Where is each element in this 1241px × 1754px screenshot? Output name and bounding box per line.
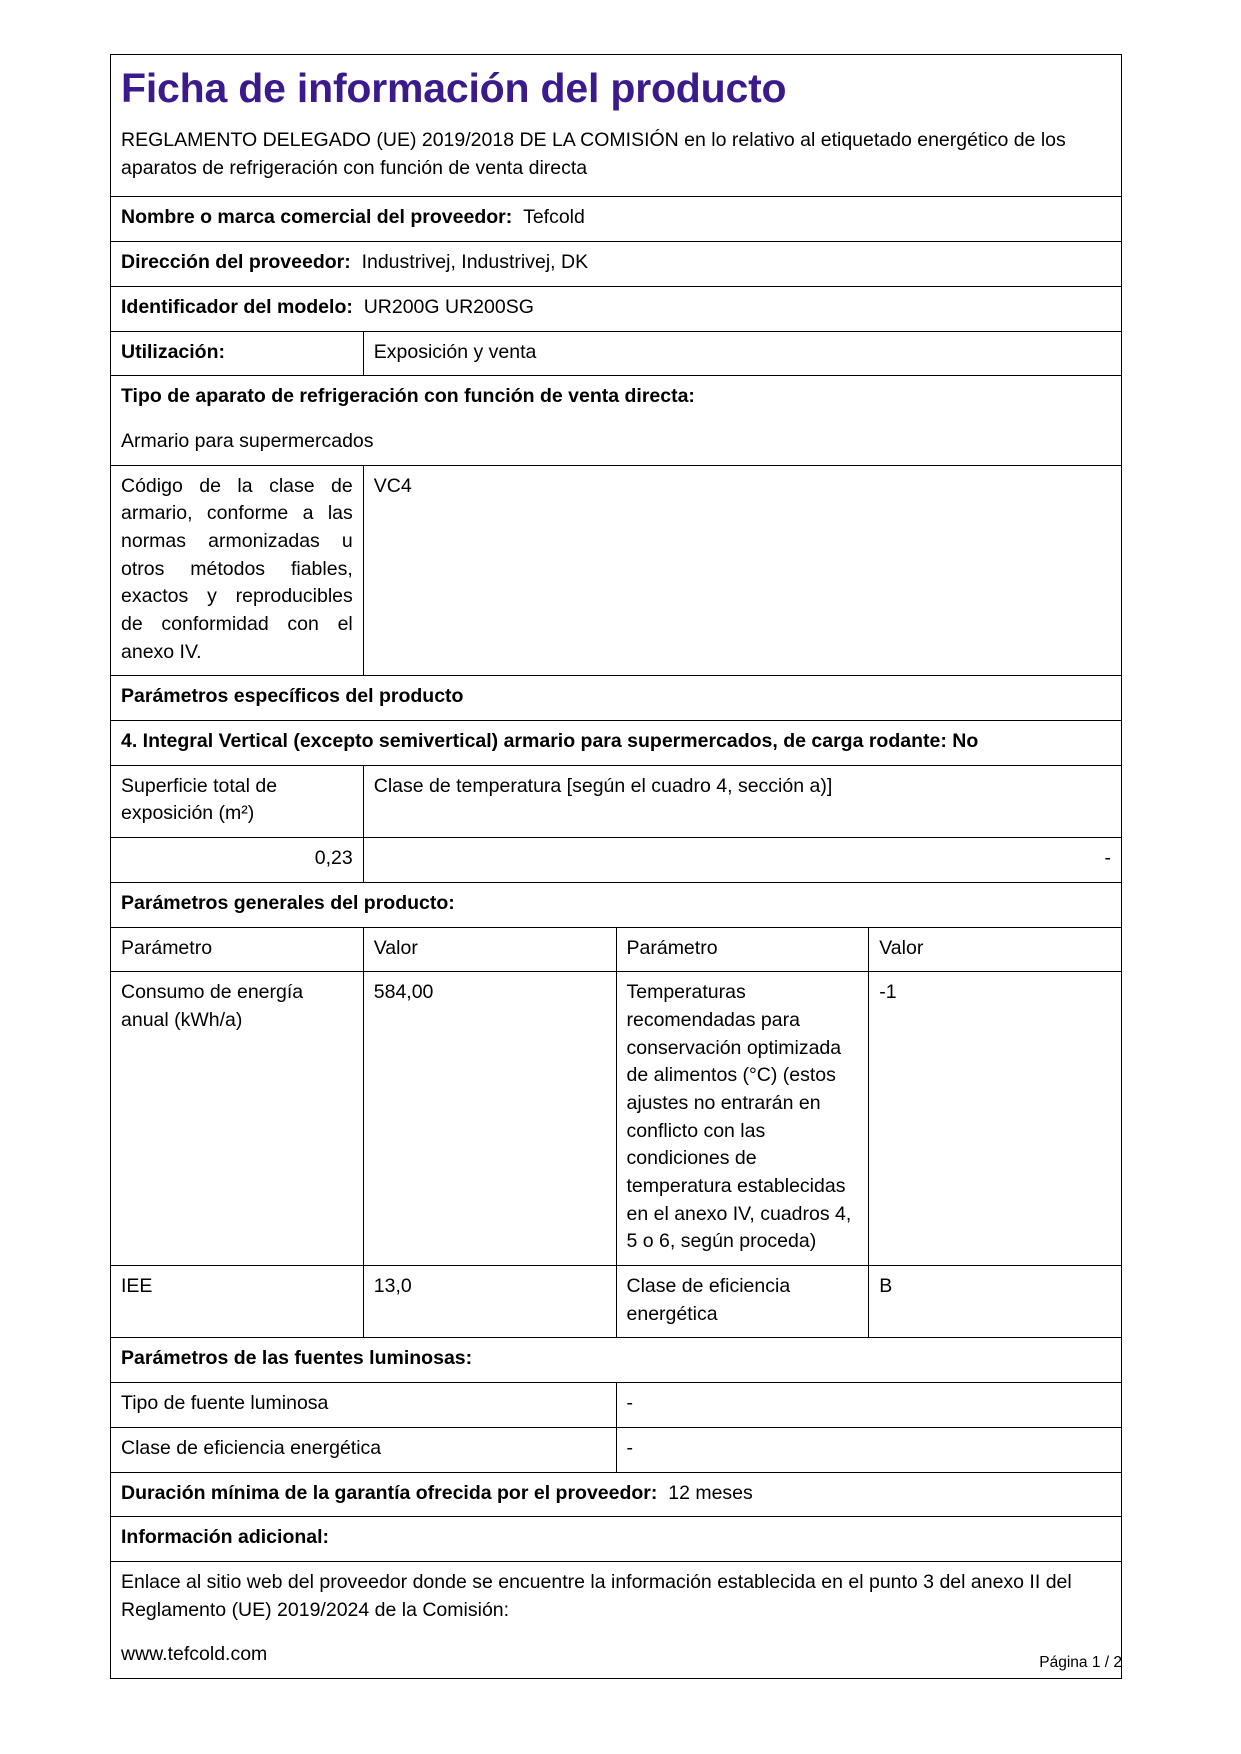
display-area-value-cell bbox=[111, 838, 364, 883]
specific-params-heading-cell bbox=[111, 676, 1122, 721]
supplier-address-value: Industrivej, Industrivej, DK bbox=[361, 251, 589, 274]
supplier-name-label: Nombre o marca comercial del proveedor: bbox=[121, 206, 513, 229]
display-area-value: 0,23 bbox=[314, 847, 353, 870]
usage-label: Utilización: bbox=[121, 340, 226, 363]
column-header-value-2-label: Valor bbox=[879, 936, 924, 959]
param-right-label: Temperaturas recomendadas para conservación optimizada de alimentos (°C) (estos ajustes no entrarán en conflicto con las condiciones de temperatura establecidas en el anexo IV, cuadros 4, 5 o 6, según proceda) bbox=[626, 981, 852, 1253]
temp-class-value: - bbox=[1104, 847, 1111, 870]
param-left-label: IEE bbox=[121, 1275, 153, 1298]
param-left-cell bbox=[111, 972, 364, 1266]
light-params-heading: Parámetros de las fuentes luminosas: bbox=[121, 1347, 473, 1370]
cabinet-class-value: VC4 bbox=[373, 474, 412, 497]
title-cell bbox=[111, 55, 1122, 197]
light-source-type-row bbox=[111, 1383, 1122, 1428]
page-number: Página 1 / 2 bbox=[1039, 1654, 1122, 1671]
column-header-value-1-label: Valor bbox=[373, 936, 418, 959]
table-row bbox=[111, 972, 1122, 1266]
temp-class-value-cell bbox=[363, 838, 1121, 883]
column-header-value-1 bbox=[363, 927, 616, 972]
warranty-value: 12 meses bbox=[668, 1481, 753, 1504]
temp-class-label-cell bbox=[363, 765, 1121, 837]
product-fiche-table bbox=[110, 54, 1122, 1679]
light-source-type-value: - bbox=[626, 1392, 633, 1415]
light-energy-class-label: Clase de eficiencia energética bbox=[121, 1436, 382, 1459]
light-source-type-label-cell bbox=[111, 1383, 617, 1428]
model-identifier-label: Identificador del modelo: bbox=[121, 295, 353, 318]
value-left-value: 584,00 bbox=[373, 981, 434, 1004]
usage-value: Exposición y venta bbox=[373, 340, 537, 363]
column-header-param-1 bbox=[111, 927, 364, 972]
general-params-column-header-row bbox=[111, 927, 1122, 972]
display-area-value-row bbox=[111, 838, 1122, 883]
display-area-label-cell bbox=[111, 765, 364, 837]
model-identifier-cell bbox=[111, 286, 1122, 331]
warranty-cell bbox=[111, 1472, 1122, 1517]
light-energy-class-label-cell bbox=[111, 1427, 617, 1472]
regulation-subtitle: REGLAMENTO DELEGADO (UE) 2019/2018 DE LA COMISIÓN en lo relativo al etiquetado energético de los aparatos de refrigeración con función de venta directa bbox=[121, 128, 1066, 180]
appliance-type-cell bbox=[111, 376, 1122, 465]
column-header-param-2 bbox=[616, 927, 869, 972]
display-area-header-row bbox=[111, 765, 1122, 837]
value-right-cell bbox=[869, 972, 1122, 1266]
document-sheet bbox=[110, 54, 1122, 1679]
supplier-name-value: Tefcold bbox=[523, 206, 585, 229]
additional-info-text: Enlace al sitio web del proveedor donde se encuentre la información establecida en el punto 3 del anexo II del Reglamento (UE) 2019/2024 de la Comisión: bbox=[121, 1570, 1072, 1621]
additional-info-heading-row bbox=[111, 1517, 1122, 1562]
supplier-address-row bbox=[111, 242, 1122, 287]
usage-label-cell bbox=[111, 331, 364, 376]
specific-params-heading: Parámetros específicos del producto bbox=[121, 685, 464, 708]
general-params-heading-row bbox=[111, 882, 1122, 927]
appliance-type-value: Armario para supermercados bbox=[121, 429, 374, 452]
param-right-cell bbox=[616, 972, 869, 1266]
model-identifier-row bbox=[111, 286, 1122, 331]
appliance-type-label: Tipo de aparato de refrigeración con función de venta directa: bbox=[121, 385, 695, 408]
warranty-label: Duración mínima de la garantía ofrecida por el proveedor: bbox=[121, 1481, 658, 1504]
column-header-value-2 bbox=[869, 927, 1122, 972]
param-right-label: Clase de eficiencia energética bbox=[626, 1275, 791, 1325]
page-title: Ficha de información del producto bbox=[121, 65, 787, 111]
light-source-type-value-cell bbox=[616, 1383, 1122, 1428]
light-params-heading-row bbox=[111, 1338, 1122, 1383]
column-header-param-2-label: Parámetro bbox=[626, 936, 718, 959]
cabinet-class-row bbox=[111, 465, 1122, 676]
title-row bbox=[111, 55, 1122, 197]
usage-row bbox=[111, 331, 1122, 376]
light-energy-class-value-cell bbox=[616, 1427, 1122, 1472]
value-left-value: 13,0 bbox=[373, 1275, 412, 1298]
supplier-website-link[interactable]: www.tefcold.com bbox=[121, 1643, 268, 1666]
general-params-heading: Parámetros generales del producto: bbox=[121, 891, 455, 914]
display-area-label: Superficie total de exposición (m²) bbox=[121, 774, 278, 825]
value-right-value: B bbox=[879, 1275, 893, 1298]
additional-info-heading: Información adicional: bbox=[121, 1526, 330, 1549]
supplier-address-cell bbox=[111, 242, 1122, 287]
additional-info-heading-cell bbox=[111, 1517, 1122, 1562]
page-footer bbox=[110, 1654, 1122, 1672]
warranty-row bbox=[111, 1472, 1122, 1517]
table-row bbox=[111, 1266, 1122, 1338]
general-params-heading-cell bbox=[111, 882, 1122, 927]
specific-params-category: 4. Integral Vertical (excepto semivertical) armario para supermercados, de carga rodante: No bbox=[121, 730, 979, 753]
light-params-heading-cell bbox=[111, 1338, 1122, 1383]
param-left-cell bbox=[111, 1266, 364, 1338]
value-left-cell bbox=[363, 1266, 616, 1338]
specific-params-category-cell bbox=[111, 721, 1122, 766]
light-source-type-label: Tipo de fuente luminosa bbox=[121, 1392, 329, 1415]
value-right-value: -1 bbox=[879, 981, 897, 1004]
specific-params-category-row bbox=[111, 721, 1122, 766]
cabinet-class-value-cell bbox=[363, 465, 1121, 676]
supplier-address-label: Dirección del proveedor: bbox=[121, 251, 351, 274]
value-right-cell bbox=[869, 1266, 1122, 1338]
specific-params-heading-row bbox=[111, 676, 1122, 721]
supplier-name-cell bbox=[111, 197, 1122, 242]
param-right-cell bbox=[616, 1266, 869, 1338]
param-left-label: Consumo de energía anual (kWh/a) bbox=[121, 981, 304, 1031]
value-left-cell bbox=[363, 972, 616, 1266]
column-header-param-1-label: Parámetro bbox=[121, 936, 213, 959]
light-energy-class-value: - bbox=[626, 1436, 633, 1459]
light-energy-class-row bbox=[111, 1427, 1122, 1472]
supplier-name-row bbox=[111, 197, 1122, 242]
model-identifier-value: UR200G UR200SG bbox=[363, 295, 534, 318]
usage-value-cell bbox=[363, 331, 1121, 376]
cabinet-class-label: Código de la clase de armario, conforme a las normas armonizadas u otros métodos fiables, exactos y reproducibles de conformidad con el anexo IV. bbox=[121, 474, 353, 663]
cabinet-class-label-cell bbox=[111, 465, 364, 676]
temp-class-label: Clase de temperatura [según el cuadro 4, sección a)] bbox=[373, 774, 833, 797]
appliance-type-row bbox=[111, 376, 1122, 465]
